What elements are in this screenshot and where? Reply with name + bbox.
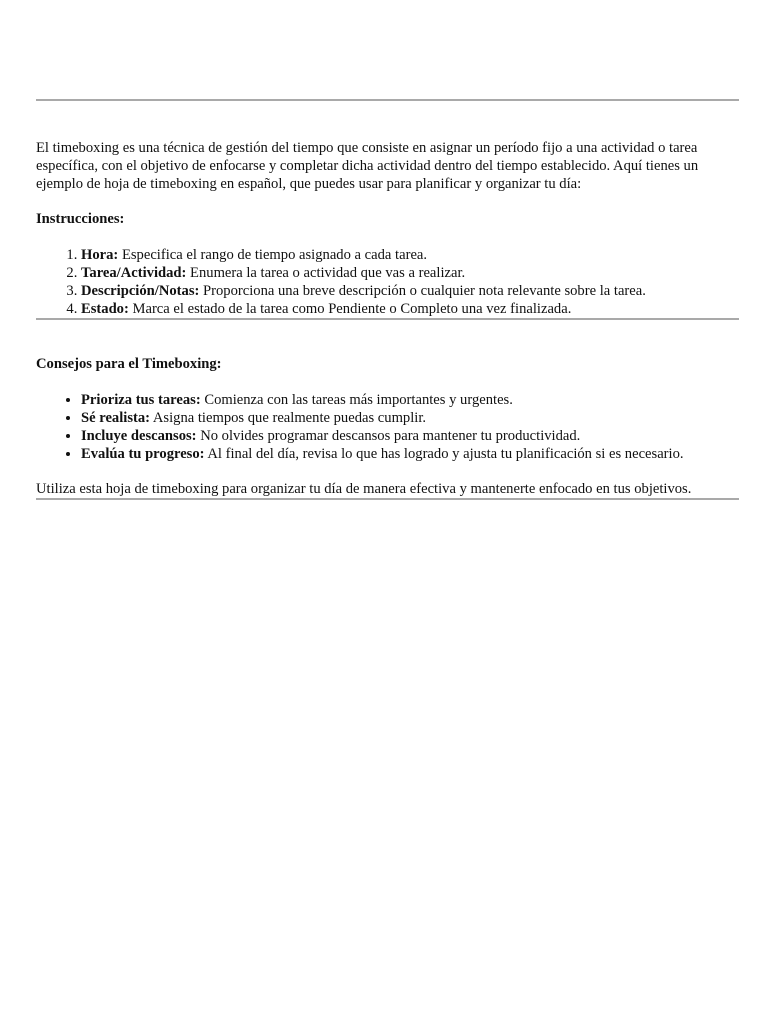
closing-paragraph: Utiliza esta hoja de timeboxing para organizar tu día de manera efectiva y mantenerte enfocado en tus objetivos. xyxy=(36,481,692,497)
item-term: Estado: xyxy=(81,301,129,317)
item-term: Prioriza tus tareas: xyxy=(81,392,201,408)
instructions-list xyxy=(36,246,739,318)
item-text: Proporciona una breve descripción o cualquier nota relevante sobre la tarea. xyxy=(199,283,646,299)
list-item xyxy=(81,445,739,463)
item-text: Asigna tiempos que realmente puedas cumplir. xyxy=(150,410,427,426)
instructions-heading: Instrucciones: xyxy=(36,211,125,227)
intro-paragraph: El timeboxing es una técnica de gestión del tiempo que consiste en asignar un período fijo a una actividad o tarea específica, con el objetivo de enfocarse y completar dicha actividad dentro del tiempo establecido. Aquí tienes un ejemplo de hoja de timeboxing en español, que puedes usar para planificar y organizar tu día: xyxy=(36,140,699,192)
bottom-divider xyxy=(36,498,739,500)
list-item xyxy=(81,391,739,409)
tips-list xyxy=(36,391,739,463)
item-term: Tarea/Actividad: xyxy=(81,265,187,281)
top-divider xyxy=(36,99,739,101)
list-item xyxy=(81,409,739,427)
middle-divider xyxy=(36,318,739,320)
list-item xyxy=(81,264,739,282)
item-term: Descripción/Notas: xyxy=(81,283,200,299)
list-item xyxy=(81,427,739,445)
document-body xyxy=(36,99,739,500)
item-text: No olvides programar descansos para mantener tu productividad. xyxy=(196,428,581,444)
list-item xyxy=(81,282,739,300)
item-text: Comienza con las tareas más importantes y urgentes. xyxy=(200,392,513,408)
item-term: Hora: xyxy=(81,247,119,263)
list-item xyxy=(81,300,739,318)
item-text: Al final del día, revisa lo que has logrado y ajusta tu planificación si es necesario. xyxy=(204,446,684,462)
item-term: Incluye descansos: xyxy=(81,428,197,444)
item-text: Marca el estado de la tarea como Pendiente o Completo una vez finalizada. xyxy=(128,301,572,317)
item-text: Enumera la tarea o actividad que vas a realizar. xyxy=(186,265,466,281)
list-item xyxy=(81,246,739,264)
item-term: Evalúa tu progreso: xyxy=(81,446,205,462)
tips-heading: Consejos para el Timeboxing: xyxy=(36,356,222,372)
item-term: Sé realista: xyxy=(81,410,151,426)
item-text: Especifica el rango de tiempo asignado a cada tarea. xyxy=(118,247,428,263)
